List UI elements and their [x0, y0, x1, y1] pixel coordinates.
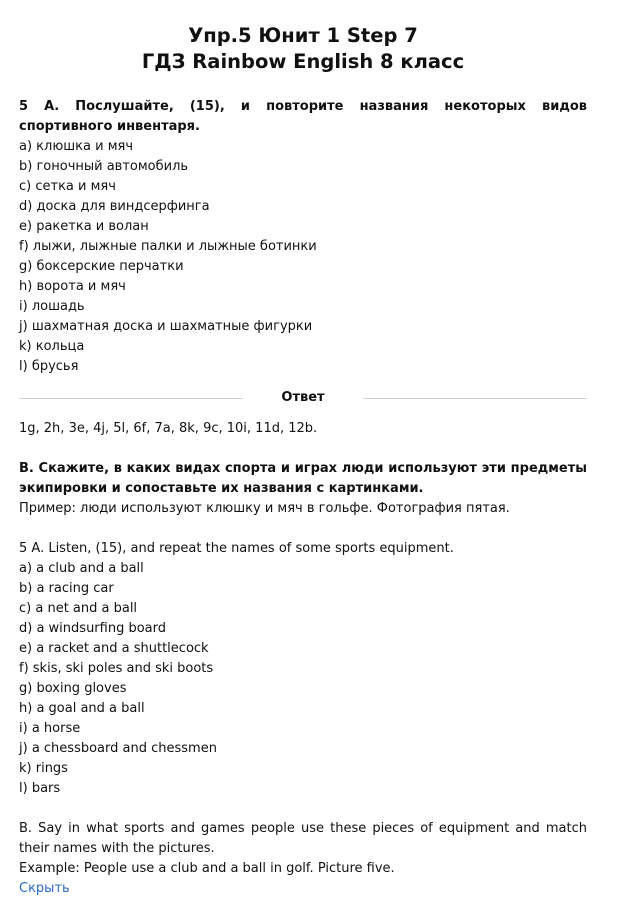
task-a-ru-heading: 5 А. Послушайте, (15), и повторите названия некоторых видов спортивного инвентаря.: [19, 99, 587, 134]
list-item: c) сетка и мяч: [19, 179, 116, 194]
list-item: i) a horse: [19, 721, 81, 736]
list-item: l) bars: [19, 781, 61, 796]
list-item: i) лошадь: [19, 299, 85, 314]
divider-rule-left: [19, 398, 243, 399]
page-title: [19, 0, 587, 75]
title-line-2: ГДЗ Rainbow English 8 класс: [141, 50, 465, 73]
list-item: f) лыжи, лыжные палки и лыжные ботинки: [19, 239, 317, 254]
list-item: e) ракетка и волан: [19, 219, 149, 234]
task-a-en-list: [19, 559, 587, 799]
task-b-en-example: Example: People use a club and a ball in golf. Picture five.: [19, 861, 395, 876]
task-b-ru-example: Пример: люди используют клюшку и мяч в гольфе. Фотография пятая.: [19, 501, 510, 516]
list-item: a) клюшка и мяч: [19, 139, 134, 154]
list-item: l) брусья: [19, 359, 79, 374]
list-item: h) ворота и мяч: [19, 279, 126, 294]
task-b-ru-heading: B. Скажите, в каких видах спорта и играх люди используют эти предметы экипировки и сопоставьте их названия с картинками.: [19, 461, 587, 496]
list-item: d) a windsurfing board: [19, 621, 166, 636]
answer-label: Ответ: [281, 390, 325, 405]
divider-rule-right: [363, 398, 587, 399]
list-item: g) боксерские перчатки: [19, 259, 184, 274]
hide-link[interactable]: Скрыть: [19, 881, 70, 896]
list-item: h) a goal and a ball: [19, 701, 145, 716]
list-item: b) гоночный автомобиль: [19, 159, 189, 174]
list-item: e) a racket and a shuttlecock: [19, 641, 209, 656]
answer-divider: [19, 388, 587, 408]
list-item: b) a racing car: [19, 581, 114, 596]
list-item: c) a net and a ball: [19, 601, 138, 616]
list-item: g) boxing gloves: [19, 681, 127, 696]
task-a-en-heading: 5 A. Listen, (15), and repeat the names of some sports equipment.: [19, 541, 454, 556]
list-item: f) skis, ski poles and ski boots: [19, 661, 214, 676]
list-item: k) rings: [19, 761, 68, 776]
list-item: j) шахматная доска и шахматные фигурки: [19, 319, 313, 334]
task-b-en-heading: B. Say in what sports and games people use these pieces of equipment and match their names with the pictures.: [19, 821, 587, 856]
title-line-1: Упр.5 Юнит 1 Step 7: [188, 24, 418, 47]
list-item: a) a club and a ball: [19, 561, 144, 576]
task-a-ru-list: [19, 137, 587, 377]
answer-text: 1g, 2h, 3e, 4j, 5l, 6f, 7a, 8k, 9c, 10i, 11d, 12b.: [19, 421, 318, 436]
list-item: k) кольца: [19, 339, 85, 354]
list-item: j) a chessboard and chessmen: [19, 741, 217, 756]
list-item: d) доска для виндсерфинга: [19, 199, 210, 214]
